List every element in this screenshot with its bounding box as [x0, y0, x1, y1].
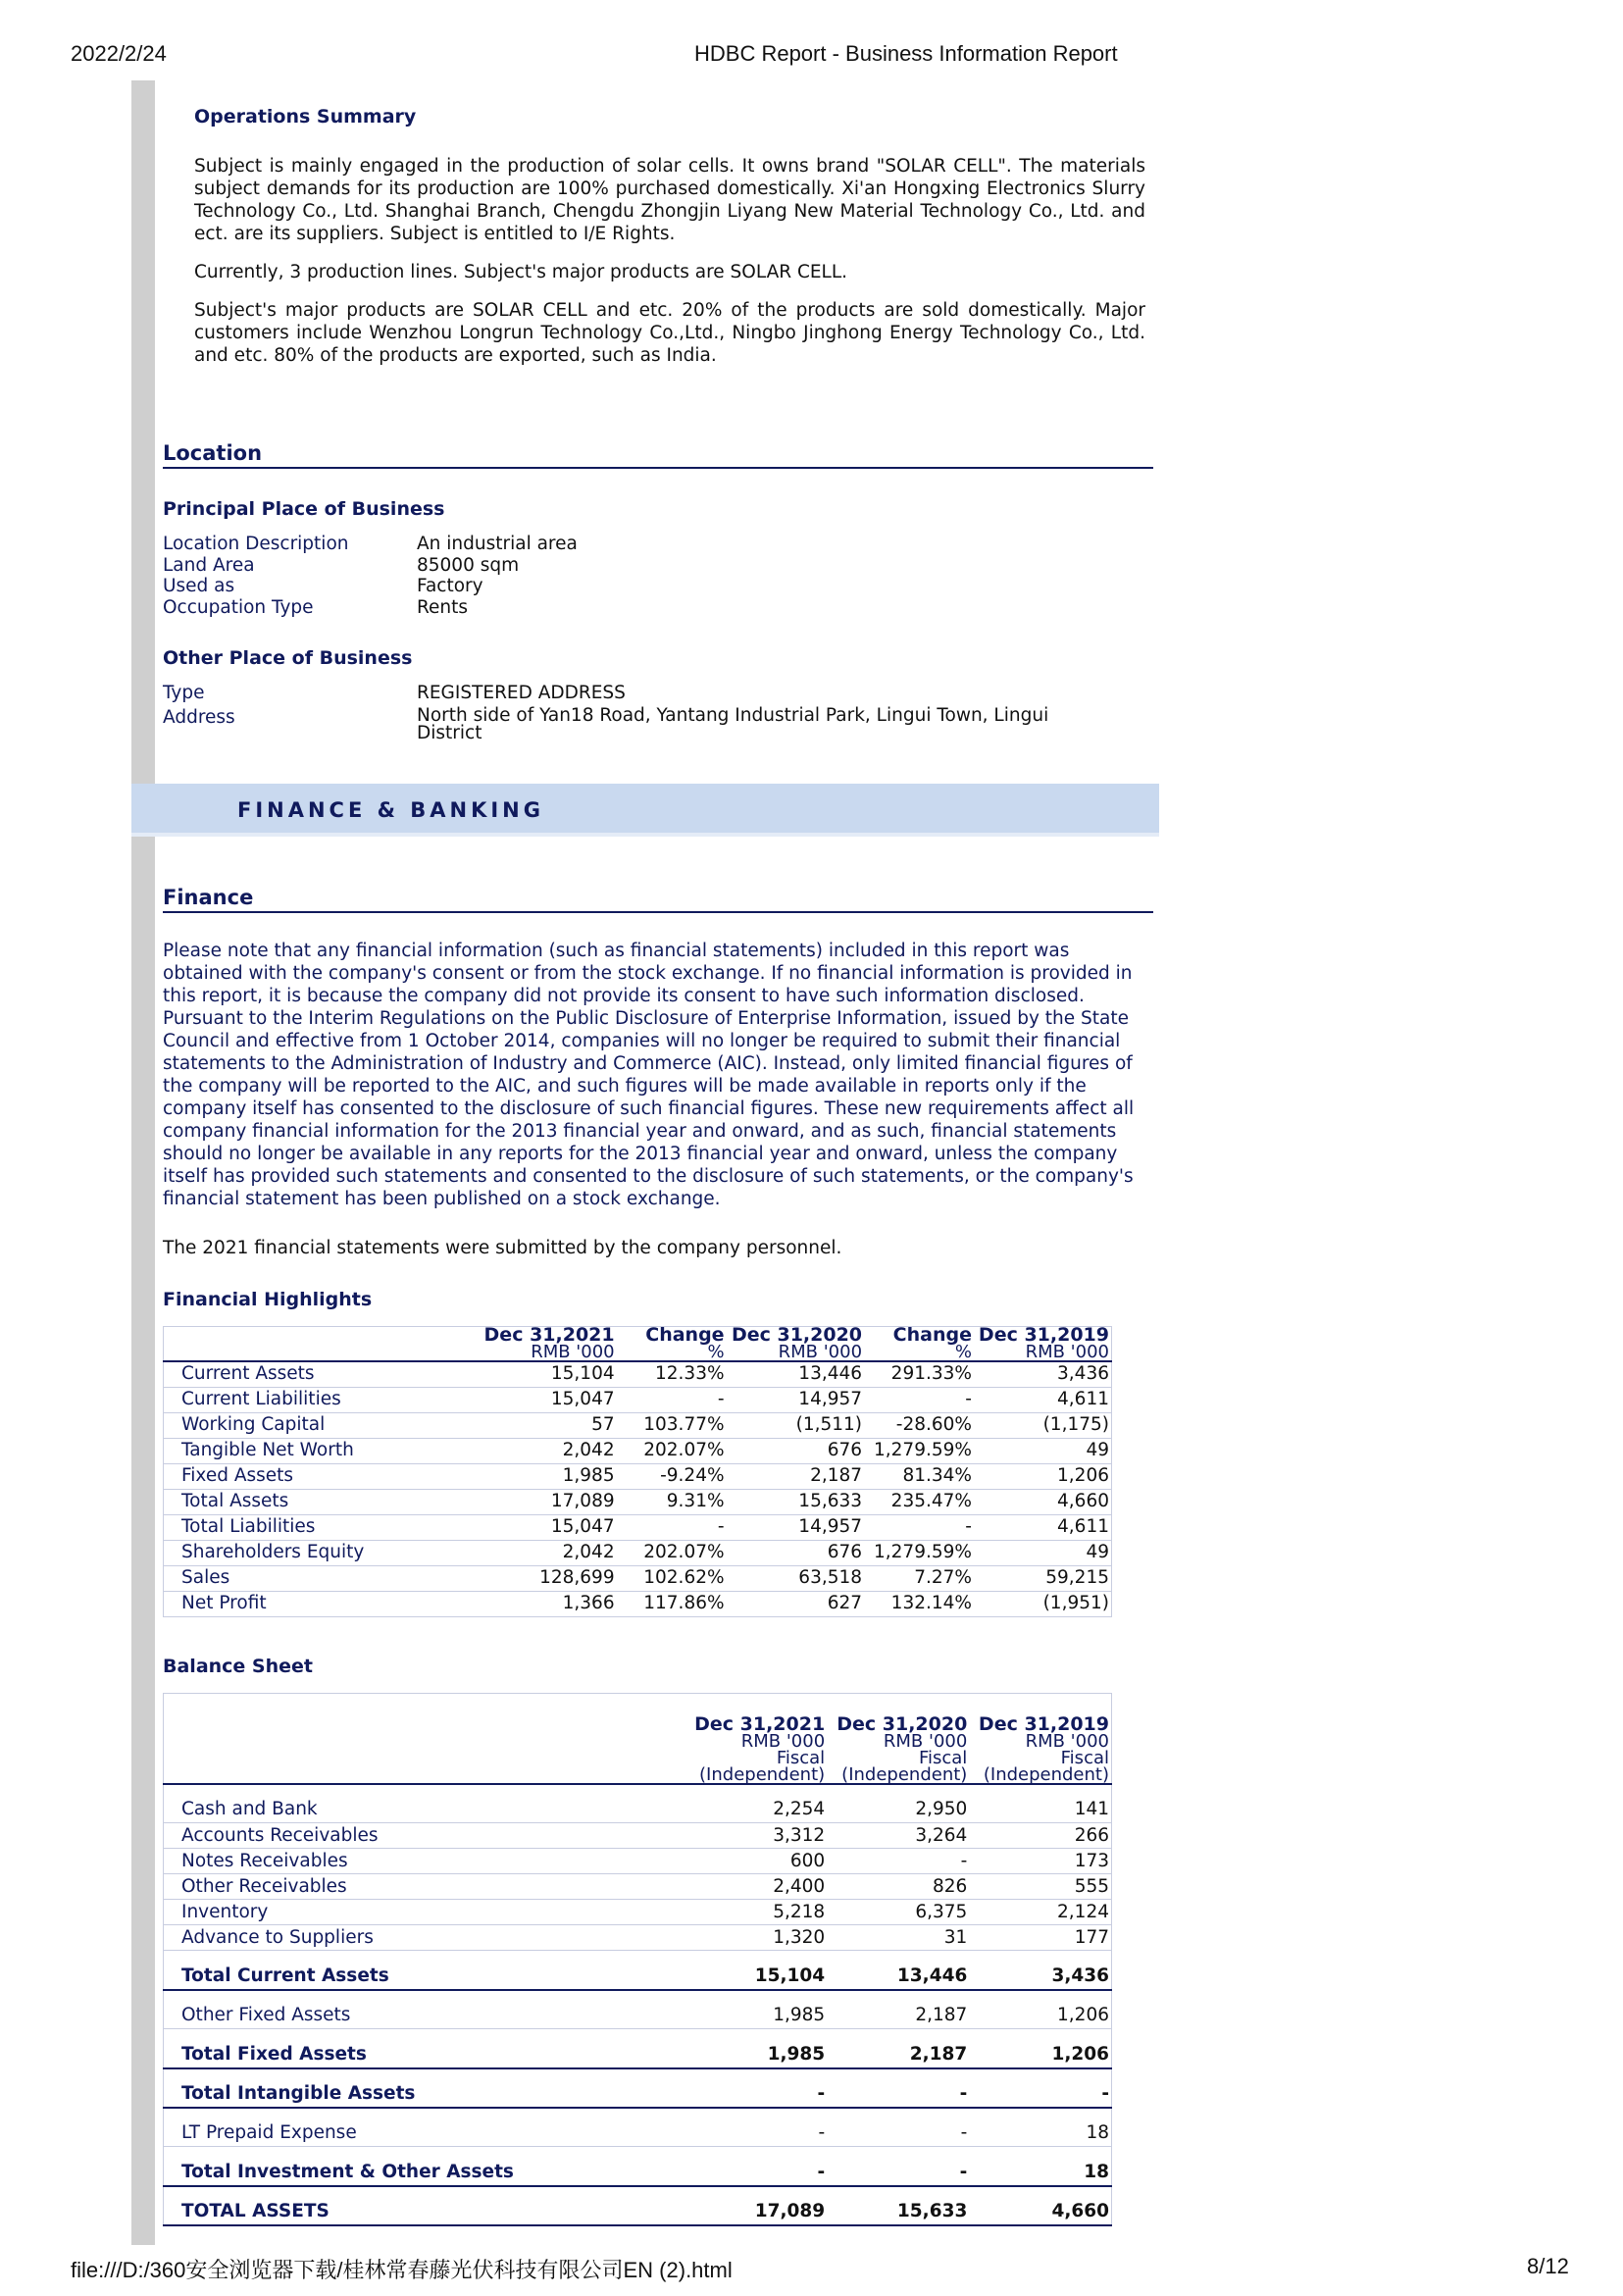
table-row: [164, 1463, 1112, 1489]
column-header-line: Fiscal: [918, 1747, 968, 1768]
finance-banking-banner: [131, 784, 1159, 837]
other-place-list: [163, 683, 1153, 743]
row-label: Total Intangible Assets: [164, 2082, 685, 2108]
table-cell: 15,047: [473, 1387, 617, 1412]
row-label: Sales: [164, 1565, 474, 1591]
principal-place-heading: Principal Place of Business: [163, 498, 445, 520]
kv-value: Factory: [417, 576, 483, 596]
column-header-line: Dec 31,2021: [694, 1712, 826, 1735]
table-row: [164, 1900, 1112, 1925]
table-cell: 235.47%: [864, 1489, 974, 1514]
column-header-main: Dec 31,2019: [978, 1324, 1109, 1346]
kv-key: Location Description: [163, 534, 349, 554]
table-cell: (1,175): [974, 1412, 1112, 1438]
financial-highlights-body: [164, 1324, 1112, 1617]
table-cell: 31: [827, 1925, 969, 1951]
operations-paragraph: Subject's major products are SOLAR CELL and etc. 20% of the products are sold domestically. Major customers include Wenzhou Longrun Technology Co.,Ltd., Ningbo Jinghong Energy Technology Co., Ltd. and etc. 80% of the products are exported, such as India.: [194, 300, 1145, 366]
print-date: 2022/2/24: [71, 41, 167, 66]
column-header-sub: RMB '000: [778, 1342, 863, 1362]
row-label: Cash and Bank: [164, 1798, 685, 1823]
column-header-line: (Independent): [983, 1763, 1109, 1785]
spacer-row: [164, 1784, 1112, 1798]
table-cell: 1,279.59%: [864, 1438, 974, 1463]
header-cell-blank: [164, 1327, 474, 1362]
table-cell: 4,660: [969, 2200, 1111, 2225]
table-cell: 1,279.59%: [864, 1540, 974, 1565]
table-row: [164, 1925, 1112, 1951]
kv-row: [163, 576, 1153, 597]
column-header: [727, 1324, 864, 1362]
table-cell: 59,215: [974, 1565, 1112, 1591]
table-cell: 3,264: [827, 1823, 969, 1849]
table-row: [164, 1823, 1112, 1849]
kv-value: An industrial area: [417, 534, 578, 554]
operations-paragraph: Subject is mainly engaged in the production of solar cells. It owns brand "SOLAR CELL". The materials subject demands for its production are 100% purchased domestically. Xi'an Hongxing Electronics Slurry Technology Co., Ltd. Shanghai Branch, Chengdu Zhongjin Liyang New Material Technology Co., Ltd. and ect. are its suppliers. Subject is entitled to I/E Rights.: [194, 156, 1145, 244]
table-cell: 1,985: [685, 2004, 827, 2029]
row-label: Current Assets: [164, 1361, 474, 1387]
row-label: Inventory: [164, 1900, 685, 1925]
table-cell: -: [827, 1849, 969, 1874]
total-row: [164, 2082, 1112, 2108]
kv-row: [163, 555, 1153, 577]
row-label: Working Capital: [164, 1412, 474, 1438]
row-label: Other Fixed Assets: [164, 2004, 685, 2029]
table-cell: 1,206: [969, 2043, 1111, 2068]
column-header-sub: RMB '000: [1025, 1342, 1109, 1362]
table-header-row: [164, 1694, 1112, 1784]
total-row: [164, 2043, 1112, 2068]
table-cell: 1,206: [969, 2004, 1111, 2029]
table-cell: 1,366: [473, 1591, 617, 1616]
row-label: Accounts Receivables: [164, 1823, 685, 1849]
spacer-cell: [164, 1784, 1112, 1798]
spacer-row: [164, 1951, 1112, 1964]
print-url: file:///D:/360安全浏览器下载/桂林常春藤光伏科技有限公司EN (2).html: [71, 2258, 733, 2282]
table-row: [164, 1798, 1112, 1823]
column-header-line: RMB '000: [1025, 1730, 1109, 1752]
row-label: Notes Receivables: [164, 1849, 685, 1874]
table-row: [164, 1565, 1112, 1591]
spacer-row: [164, 1990, 1112, 2004]
print-header: [0, 37, 1623, 67]
table-cell: 202.07%: [617, 1438, 727, 1463]
table-row: [164, 2121, 1112, 2147]
column-header: [617, 1324, 727, 1362]
table-cell: 49: [974, 1540, 1112, 1565]
table-cell: 676: [727, 1438, 864, 1463]
balance-sheet-body: [164, 1694, 1112, 2225]
table-cell: 600: [685, 1849, 827, 1874]
table-cell: (1,951): [974, 1591, 1112, 1616]
principal-place-list: [163, 534, 1153, 618]
financial-highlights-heading: Financial Highlights: [163, 1289, 373, 1310]
spacer-row: [164, 2029, 1112, 2043]
column-header-main: Dec 31,2021: [483, 1324, 615, 1346]
spacer-cell: [164, 2186, 1112, 2200]
column-header-line: Fiscal: [1060, 1747, 1109, 1768]
table-cell: 14,957: [727, 1387, 864, 1412]
table-cell: 3,436: [969, 1964, 1111, 1990]
column-header-main: Dec 31,2020: [731, 1324, 863, 1346]
balance-sheet-heading: Balance Sheet: [163, 1656, 313, 1677]
row-label: Total Investment & Other Assets: [164, 2161, 685, 2186]
table-cell: 627: [727, 1591, 864, 1616]
column-header: [685, 1694, 827, 1784]
table-cell: -: [864, 1514, 974, 1540]
row-label: Current Liabilities: [164, 1387, 474, 1412]
table-cell: 132.14%: [864, 1591, 974, 1616]
kv-row: [163, 534, 1153, 555]
table-row: [164, 2004, 1112, 2029]
table-cell: -: [617, 1387, 727, 1412]
table-cell: 15,104: [685, 1964, 827, 1990]
kv-value: Rents: [417, 596, 469, 618]
table-cell: 49: [974, 1438, 1112, 1463]
finance-heading: Finance: [163, 886, 1153, 913]
table-cell: 9.31%: [617, 1489, 727, 1514]
table-cell: 4,611: [974, 1387, 1112, 1412]
total-row: [164, 2200, 1112, 2225]
row-label: LT Prepaid Expense: [164, 2121, 685, 2147]
spacer-row: [164, 2186, 1112, 2200]
row-label: Total Assets: [164, 1489, 474, 1514]
operations-paragraph: Currently, 3 production lines. Subject's major products are SOLAR CELL.: [194, 262, 848, 282]
table-cell: 177: [969, 1925, 1111, 1951]
table-cell: 3,436: [974, 1361, 1112, 1387]
spacer-row: [164, 2147, 1112, 2161]
spacer-cell: [164, 2068, 1112, 2082]
table-cell: 2,187: [827, 2004, 969, 2029]
table-cell: 4,660: [974, 1489, 1112, 1514]
table-row: [164, 1361, 1112, 1387]
table-cell: 18: [969, 2121, 1111, 2147]
table-cell: -: [827, 2121, 969, 2147]
table-cell: -: [827, 2082, 969, 2108]
table-row: [164, 1489, 1112, 1514]
table-cell: 63,518: [727, 1565, 864, 1591]
table-cell: 12.33%: [617, 1361, 727, 1387]
left-margin-bar: [131, 80, 155, 2245]
table-cell: 1,206: [974, 1463, 1112, 1489]
table-cell: (1,511): [727, 1412, 864, 1438]
table-cell: 15,104: [473, 1361, 617, 1387]
column-header-line: RMB '000: [740, 1730, 826, 1752]
spacer-cell: [164, 1990, 1112, 2004]
column-header-main: Change: [645, 1324, 725, 1346]
kv-row: [163, 597, 1153, 619]
row-label: Total Current Assets: [164, 1964, 685, 1990]
column-header: [864, 1324, 974, 1362]
table-cell: 266: [969, 1823, 1111, 1849]
row-label: Tangible Net Worth: [164, 1438, 474, 1463]
banner-title: FINANCE & BANKING: [237, 798, 544, 822]
financial-highlights-table: [163, 1326, 1112, 1617]
spacer-row: [164, 2068, 1112, 2082]
total-row: [164, 1964, 1112, 1990]
column-header-line: Dec 31,2019: [978, 1712, 1109, 1735]
table-cell: 2,400: [685, 1874, 827, 1900]
column-header-main: Change: [892, 1324, 972, 1346]
table-cell: -9.24%: [617, 1463, 727, 1489]
table-header-row: [164, 1327, 1112, 1362]
table-cell: 128,699: [473, 1565, 617, 1591]
table-cell: 7.27%: [864, 1565, 974, 1591]
table-cell: 5,218: [685, 1900, 827, 1925]
table-row: [164, 1591, 1112, 1616]
table-cell: 14,957: [727, 1514, 864, 1540]
table-cell: 1,985: [473, 1463, 617, 1489]
table-cell: 826: [827, 1874, 969, 1900]
table-cell: 3,312: [685, 1823, 827, 1849]
column-header-sub: %: [954, 1342, 972, 1362]
table-cell: 2,254: [685, 1798, 827, 1823]
column-header-line: Fiscal: [776, 1747, 826, 1768]
spacer-cell: [164, 2029, 1112, 2043]
table-cell: -: [685, 2161, 827, 2186]
table-cell: 1,320: [685, 1925, 827, 1951]
table-cell: -28.60%: [864, 1412, 974, 1438]
table-cell: 17,089: [473, 1489, 617, 1514]
row-label: Fixed Assets: [164, 1463, 474, 1489]
table-cell: 15,633: [827, 2200, 969, 2225]
spacer-row: [164, 2108, 1112, 2121]
table-cell: 173: [969, 1849, 1111, 1874]
total-row: [164, 2161, 1112, 2186]
kv-row: [163, 704, 1153, 743]
spacer-cell: [164, 1951, 1112, 1964]
balance-sheet-table: [163, 1693, 1112, 2226]
table-cell: 81.34%: [864, 1463, 974, 1489]
finance-submitted-note: The 2021 financial statements were submitted by the company personnel.: [163, 1238, 842, 1258]
operations-summary-title: Operations Summary: [194, 106, 417, 128]
table-row: [164, 1540, 1112, 1565]
row-label: Shareholders Equity: [164, 1540, 474, 1565]
column-header-sub: RMB '000: [531, 1342, 615, 1362]
table-cell: 2,042: [473, 1438, 617, 1463]
row-label: Other Receivables: [164, 1874, 685, 1900]
table-cell: -: [969, 2082, 1111, 2108]
table-cell: 13,446: [727, 1361, 864, 1387]
table-cell: 6,375: [827, 1900, 969, 1925]
row-label: Total Fixed Assets: [164, 2043, 685, 2068]
kv-value: 85000 sqm: [417, 554, 520, 576]
table-cell: 676: [727, 1540, 864, 1565]
table-cell: -: [864, 1387, 974, 1412]
location-heading: Location: [163, 441, 1153, 469]
table-cell: 15,047: [473, 1514, 617, 1540]
table-cell: 17,089: [685, 2200, 827, 2225]
column-header: [974, 1324, 1112, 1362]
column-header-line: RMB '000: [883, 1730, 968, 1752]
table-cell: 2,187: [827, 2043, 969, 2068]
column-header: [969, 1694, 1111, 1784]
row-label: TOTAL ASSETS: [164, 2200, 685, 2225]
spacer-cell: [164, 2108, 1112, 2121]
table-row: [164, 1412, 1112, 1438]
table-cell: 291.33%: [864, 1361, 974, 1387]
table-cell: -: [617, 1514, 727, 1540]
table-cell: 57: [473, 1412, 617, 1438]
table-row: [164, 1849, 1112, 1874]
kv-row: [163, 683, 1153, 704]
finance-notice: Please note that any financial information (such as financial statements) included in this report was obtained with the company's consent or from the stock exchange. If no financial information is provided in this report, it is because the company did not provide its consent to have such information disclosed. Pursuant to the Interim Regulations on the Public Disclosure of Enterprise Information, issued by the State Council and effective from 1 October 2014, companies will no longer be required to submit their financial statements to the Administration of Industry and Commerce (AIC). Instead, only limited financial figures of the company will be reported to the AIC, and such figures will be made available in reports only if the company itself has consented to the disclosure of such financial figures. These new requirements affect all company financial information for the 2013 financial year and onward, and as such, financial statements should no longer be available in any reports for the 2013 financial year and onward, unless the company itself has provided such statements and consented to the disclosure of such statements, or the company's financial statement has been published on a stock exchange.: [163, 941, 1135, 1209]
table-cell: 2,187: [727, 1463, 864, 1489]
column-header: [827, 1694, 969, 1784]
table-row: [164, 1438, 1112, 1463]
table-row: [164, 1387, 1112, 1412]
table-cell: 555: [969, 1874, 1111, 1900]
other-place-heading: Other Place of Business: [163, 647, 413, 669]
row-label: Advance to Suppliers: [164, 1925, 685, 1951]
row-label: Net Profit: [164, 1591, 474, 1616]
table-cell: 4,611: [974, 1514, 1112, 1540]
kv-key: Type: [163, 683, 205, 703]
table-cell: 18: [969, 2161, 1111, 2186]
table-cell: -: [827, 2161, 969, 2186]
table-cell: 102.62%: [617, 1565, 727, 1591]
spacer-cell: [164, 2147, 1112, 2161]
table-cell: 2,950: [827, 1798, 969, 1823]
print-title: HDBC Report - Business Information Report: [694, 41, 1118, 66]
table-cell: 103.77%: [617, 1412, 727, 1438]
table-cell: 2,124: [969, 1900, 1111, 1925]
column-header: [473, 1324, 617, 1362]
column-header-sub: %: [707, 1342, 725, 1362]
table-cell: 1,985: [685, 2043, 827, 2068]
table-row: [164, 1514, 1112, 1540]
print-footer: [0, 2252, 1623, 2281]
table-cell: -: [685, 2121, 827, 2147]
kv-value: North side of Yan18 Road, Yantang Industrial Park, Lingui Town, Lingui District: [417, 704, 1049, 743]
table-row: [164, 1874, 1112, 1900]
header-cell-blank: [164, 1694, 685, 1784]
kv-value: REGISTERED ADDRESS: [417, 683, 626, 703]
table-cell: 15,633: [727, 1489, 864, 1514]
kv-key: Land Area: [163, 554, 255, 576]
table-cell: 202.07%: [617, 1540, 727, 1565]
table-cell: 141: [969, 1798, 1111, 1823]
column-header-line: (Independent): [699, 1763, 826, 1785]
print-page-number: 8/12: [1527, 2254, 1569, 2278]
operations-summary-body: [194, 155, 1145, 383]
kv-key: Occupation Type: [163, 596, 314, 618]
column-header-line: Dec 31,2020: [837, 1712, 968, 1735]
kv-key: Used as: [163, 576, 235, 596]
kv-key: Address: [163, 706, 235, 728]
table-cell: 13,446: [827, 1964, 969, 1990]
row-label: Total Liabilities: [164, 1514, 474, 1540]
table-cell: -: [685, 2082, 827, 2108]
table-cell: 2,042: [473, 1540, 617, 1565]
table-cell: 117.86%: [617, 1591, 727, 1616]
column-header-line: (Independent): [841, 1763, 968, 1785]
